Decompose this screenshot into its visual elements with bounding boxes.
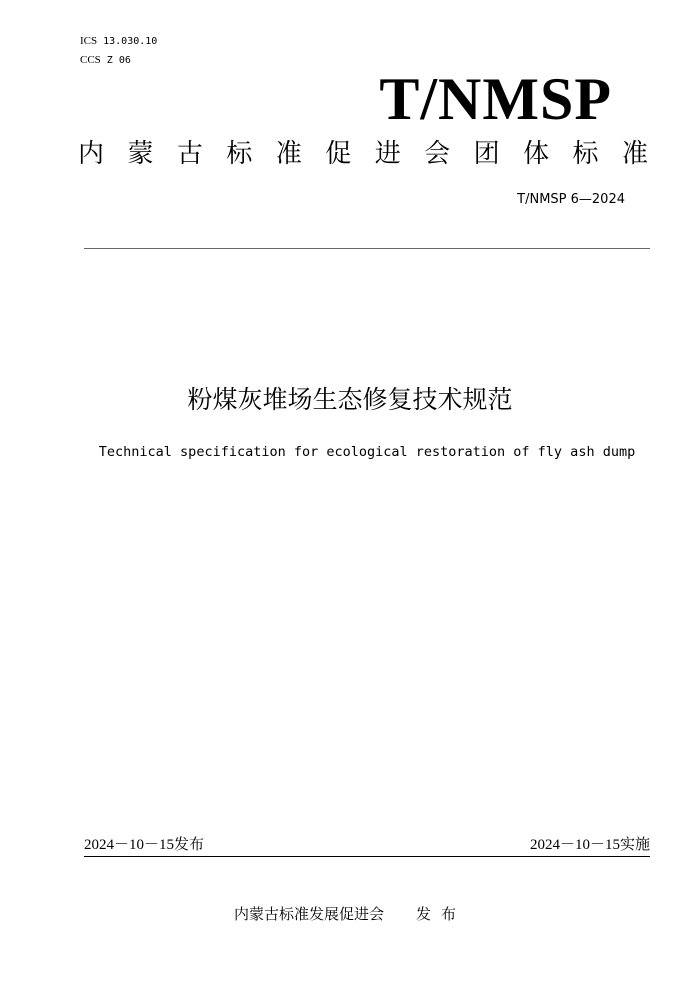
- implementation-date-value: 2024－10－15: [529, 837, 620, 853]
- org-title-char: 蒙: [127, 139, 154, 169]
- org-title-char: 标: [226, 139, 253, 169]
- org-title-char: 会: [424, 139, 451, 169]
- org-title-char: 准: [621, 139, 648, 169]
- publisher-name: 内蒙古标准发展促进会: [233, 905, 384, 923]
- org-title-char: 进: [374, 139, 401, 169]
- implementation-date: [530, 834, 650, 855]
- footer-divider: [84, 856, 650, 857]
- ccs-classification: [80, 53, 131, 68]
- organization-title: [78, 134, 648, 174]
- publisher-line: [0, 903, 700, 925]
- ics-classification: [80, 34, 157, 49]
- org-title-char: 团: [473, 139, 500, 169]
- org-title-char: 体: [523, 139, 550, 169]
- ccs-label: CCS: [80, 54, 101, 66]
- document-title-chinese: 粉煤灰堆场生态修复技术规范: [187, 385, 513, 414]
- header-divider: [84, 248, 650, 249]
- publisher-action: 发布: [416, 905, 467, 923]
- org-title-char: 内: [78, 139, 105, 169]
- implementation-date-label: 实施: [619, 835, 650, 853]
- org-title-char: 准: [275, 139, 302, 169]
- org-title-char: 古: [176, 139, 203, 169]
- org-title-char: 促: [325, 139, 352, 169]
- org-title-char: 标: [572, 139, 599, 169]
- ics-code: 13.030.10: [103, 36, 158, 47]
- ics-label: ICS: [80, 35, 98, 47]
- brand-logo: T/NMSP: [379, 66, 612, 132]
- issue-date: [84, 834, 204, 855]
- issue-date-label: 发布: [174, 835, 205, 853]
- ccs-code: Z 06: [106, 55, 131, 66]
- issue-date-value: 2024－10－15: [84, 837, 175, 853]
- document-title-english: Technical specification for ecological restoration of fly ash dump: [98, 444, 636, 460]
- standard-number: T/NMSP 6—2024: [517, 192, 625, 207]
